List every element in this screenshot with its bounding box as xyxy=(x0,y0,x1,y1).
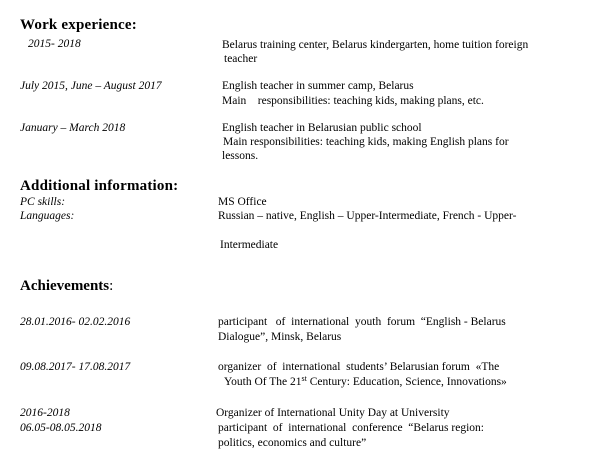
pc-skills-label: PC skills: xyxy=(20,196,66,208)
work-date-1: 2015- 2018 xyxy=(28,38,81,50)
languages-label: Languages: xyxy=(20,210,75,222)
languages-value-line2: Intermediate xyxy=(220,239,279,251)
additional-info-heading: Additional information: xyxy=(20,178,179,194)
pc-skills-value: MS Office xyxy=(218,196,267,208)
work-desc-2-line1: English teacher in summer camp, Belarus xyxy=(222,80,414,92)
achievement-desc-1-line2: Dialogue”, Minsk, Belarus xyxy=(218,331,342,343)
achievement-desc-2-line2b: Century: Education, Science, Innovations» xyxy=(306,376,507,388)
work-desc-3-line3: lessons. xyxy=(222,150,259,162)
achievement-date-4: 06.05-08.05.2018 xyxy=(20,422,102,434)
achievement-desc-2-line2a: Youth Of The 21 xyxy=(224,376,302,388)
achievements-heading-colon: : xyxy=(109,278,114,294)
achievement-desc-4-line2: politics, economics and culture” xyxy=(218,437,367,449)
work-desc-1-line1: Belarus training center, Belarus kindergarten, home tuition foreign xyxy=(222,39,529,51)
work-date-3: January – March 2018 xyxy=(20,122,126,134)
achievement-desc-1-line1: participant of international youth forum “English - Belarus xyxy=(218,316,506,328)
work-experience-heading: Work experience: xyxy=(20,17,137,33)
languages-value-line1: Russian – native, English – Upper-Intermediate, French - Upper- xyxy=(218,210,517,222)
achievement-date-2: 09.08.2017- 17.08.2017 xyxy=(20,361,131,373)
work-desc-2-line2: Main responsibilities: teaching kids, making plans, etc. xyxy=(222,95,484,107)
achievement-desc-2-line2 xyxy=(224,375,507,389)
achievement-desc-2-superscript: st xyxy=(301,374,307,383)
achievement-date-1: 28.01.2016- 02.02.2016 xyxy=(20,316,131,328)
achievement-date-3: 2016-2018 xyxy=(20,407,70,419)
achievement-desc-4-line1: participant of international conference “Belarus region: xyxy=(218,422,484,434)
work-date-2: July 2015, June – August 2017 xyxy=(20,80,162,92)
achievement-desc-3-line1: Organizer of International Unity Day at University xyxy=(216,407,450,419)
work-desc-3-line1: English teacher in Belarusian public school xyxy=(222,122,422,134)
achievements-heading-text: Achievements xyxy=(20,278,110,294)
achievement-desc-2-line1: organizer of international students’ Belarusian forum «The xyxy=(218,361,500,373)
work-desc-1-line2: teacher xyxy=(224,53,258,65)
work-desc-3-line2: Main responsibilities: teaching kids, making English plans for xyxy=(223,136,509,148)
achievements-heading xyxy=(20,278,113,295)
